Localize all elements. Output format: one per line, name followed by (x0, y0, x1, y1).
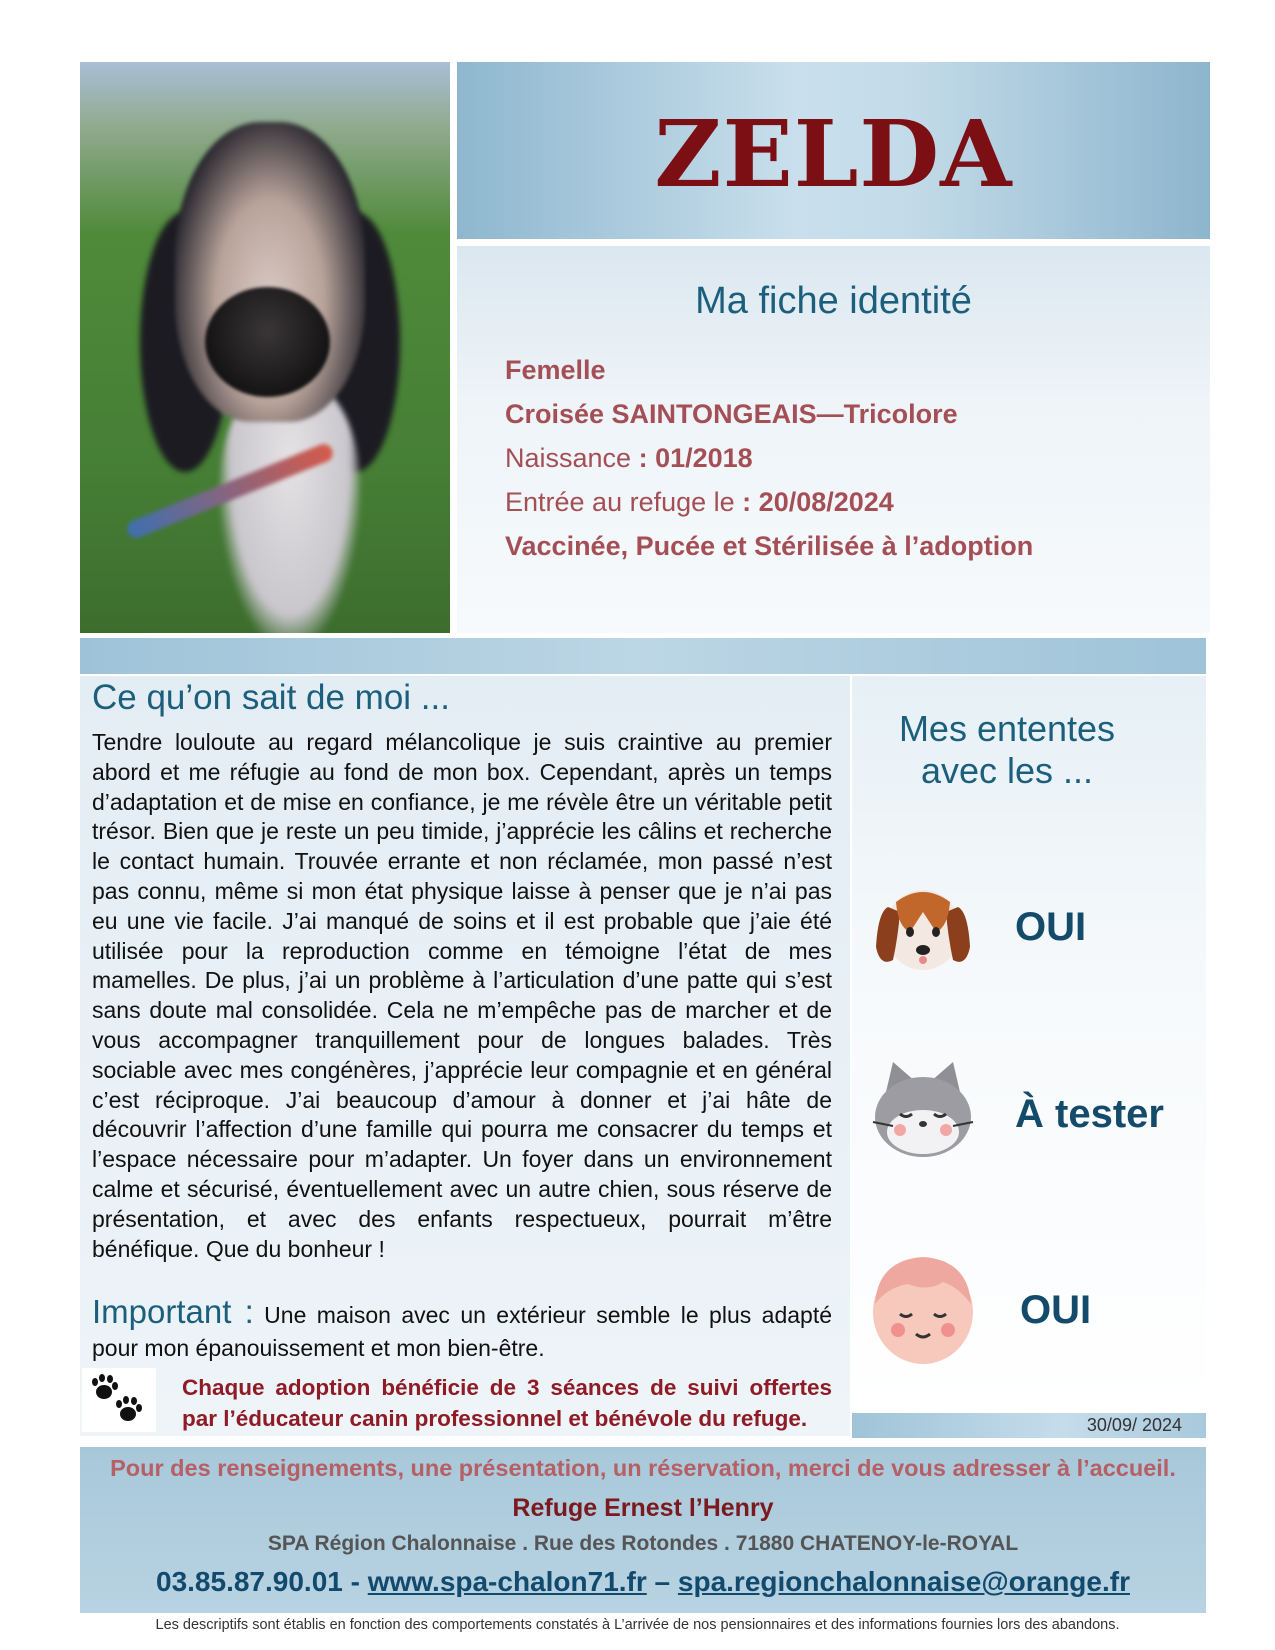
footer-sep2: – (646, 1566, 678, 1597)
adoption-note: Chaque adoption bénéficie de 3 séances de suivi offertes par l’éducateur canin professionnel et bénévole du refuge. (182, 1375, 832, 1431)
compat-heading (852, 708, 1162, 792)
compat-children-value: OUI (1020, 1288, 1092, 1332)
about-text: Tendre louloute au regard mélancolique je suis craintive au premier abord et me réfugie au fond de mon box. Cependant, après un temps d’adaptation et de mise en confiance, je me révèle être un véritable petit trésor. Bien que je reste un peu timide, j’apprécie les câlins et recherche le contact humain. Trouvée errante et non réclamée, mon passé n’est pas connu, même si mon état physique laisse à penser que je n’ai pas eu une vie facile. J’ai manqué de soins et il est probable que j’aie été utilisée pour la reproduction comme en témoigne l’état de mes mamelles. De plus, j’ai un problème à l’articulation d’une patte qui s’est sans doute mal consolidée. Cela ne m’empêche pas de marcher et de vous accompagner tranquillement pour de longues balades. Très sociable avec mes congénères, j’apprécie leur compagnie et en général c’est réciproque. J’ai beaucoup d’amour à donner et j’ai hâte de découvrir l’affection d’une famille qui pourra me consacrer du temps et l’espace nécessaire pour m’adapter. Un foyer dans un environnement calme et sécurisé, éventuellement avec un autre chien, sous réserve de présentation, et avec des enfants respectueux, pourrait m’être bénéfique. Que du bonheur ! (92, 729, 832, 1262)
identity-birth (505, 443, 753, 474)
compat-heading-line1: Mes ententes (898, 708, 1116, 749)
dog-face-icon (848, 852, 998, 1002)
important-label: Important : (92, 1293, 254, 1330)
identity-entry (505, 487, 894, 518)
compat-heading-line2: avec les ... (920, 750, 1094, 791)
footer-address: SPA Région Chalonnaise . Rue des Rotondes . 71880 CHATENOY-le-ROYAL (267, 1532, 1019, 1555)
disclaimer: Les descriptifs sont établis en fonction des comportements constatés à L’arrivée de nos pensionnaires et des informations fournies lors des abandons. (155, 1617, 1120, 1633)
entry-separator: : (734, 487, 759, 517)
about-heading: Ce qu’on sait de moi ... (92, 678, 450, 717)
compat-cats-value: À tester (1015, 1092, 1164, 1136)
important-note (92, 1295, 832, 1365)
animal-name: ZELDA (654, 100, 1013, 208)
footer-phone: 03.85.87.90.01 (156, 1566, 343, 1597)
paw-prints-icon (82, 1368, 156, 1432)
identity-heading: Ma fiche identité (695, 280, 972, 322)
footer-refuge-name: Refuge Ernest l’Henry (512, 1494, 774, 1522)
identity-breed: Croisée SAINTONGEAIS—Tricolore (505, 399, 958, 429)
cat-face-icon (848, 1042, 998, 1192)
entry-value: 20/08/2024 (758, 487, 894, 517)
identity-sex: Femelle (505, 355, 606, 385)
birth-label: Naissance (505, 443, 632, 473)
footer-info: Pour des renseignements, une présentation, un réservation, merci de vous adresser à l’accueil. (110, 1455, 1176, 1481)
footer-website-link[interactable]: www.spa-chalon71.fr (367, 1566, 647, 1597)
separator-band (80, 638, 1206, 674)
birth-separator: : (631, 443, 656, 473)
footer-contact (80, 1566, 1206, 1598)
entry-label: Entrée au refuge le (505, 487, 735, 517)
identity-health: Vaccinée, Pucée et Stérilisée à l’adoption (505, 531, 1034, 561)
compat-dogs-value: OUI (1015, 905, 1087, 949)
footer-email-link[interactable]: spa.regionchalonnaise@orange.fr (677, 1566, 1130, 1597)
birth-value: 01/2018 (655, 443, 753, 473)
child-face-icon (848, 1232, 998, 1382)
sheet-date: 30/09/ 2024 (1086, 1415, 1182, 1435)
footer-sep1: - (342, 1566, 368, 1597)
dog-photo (80, 62, 450, 633)
important-text: Une maison avec un extérieur semble le plus adapté pour mon épanouissement et mon bien-être. (92, 1302, 833, 1361)
